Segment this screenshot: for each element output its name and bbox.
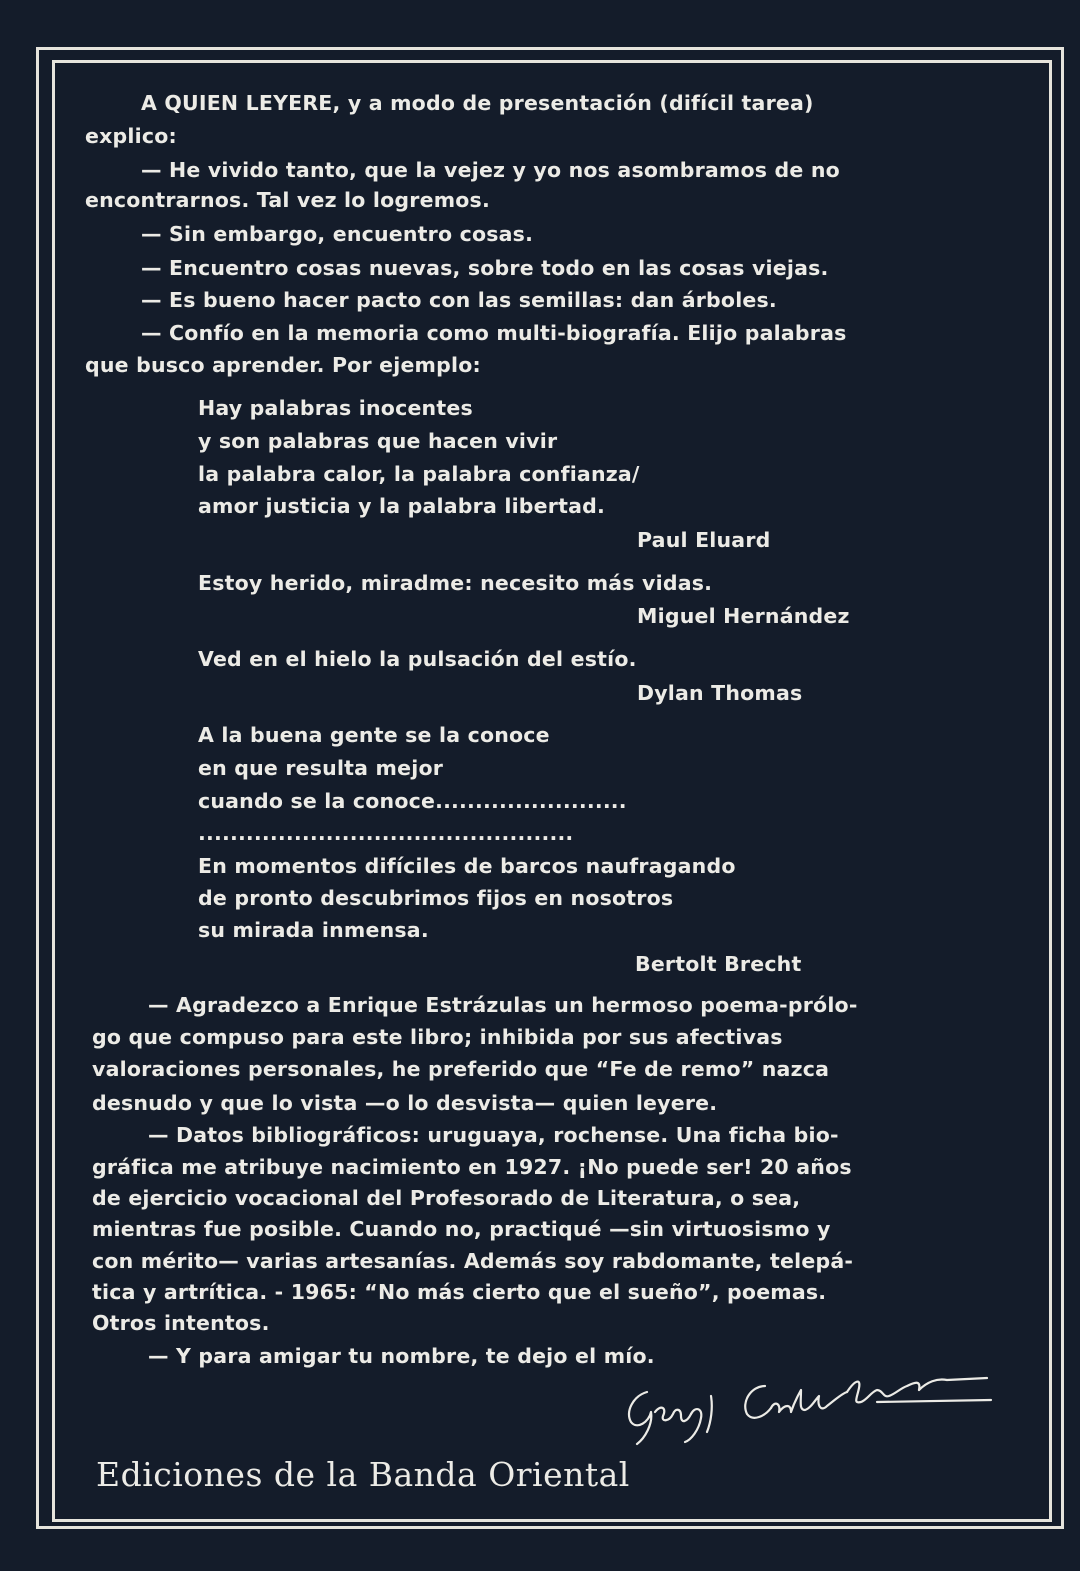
closing-line: gráfica me atribuye nacimiento en 1927. ¡No puede ser! 20 años [92, 1155, 852, 1179]
closing-line: Otros intentos. [92, 1311, 270, 1335]
quote-author: Miguel Hernández [637, 604, 850, 628]
closing-line: — Y para amigar tu nombre, te dejo el mío. [148, 1344, 655, 1368]
closing-line: valoraciones personales, he preferido que “Fe de remo” nazca [92, 1057, 830, 1081]
intro-line-1 [141, 91, 814, 115]
quote-line: la palabra calor, la palabra confianza/ [198, 462, 640, 486]
quote-line: Ved en el hielo la pulsación del estío. [198, 647, 637, 671]
closing-line: go que compuso para este libro; inhibida por sus afectivas [92, 1025, 783, 1049]
quote-line: de pronto descubrimos fijos en nosotros [198, 886, 674, 910]
closing-line: tica y artrítica. - 1965: “No más cierto que el sueño”, poemas. [92, 1280, 827, 1304]
statement-line: — Confío en la memoria como multi-biografía. Elijo palabras [141, 321, 847, 345]
intro-lead: A QUIEN LEYERE, [141, 91, 341, 115]
quote-author: Paul Eluard [637, 528, 771, 552]
quote-line: A la buena gente se la conoce [198, 723, 550, 747]
publisher-name: Ediciones de la Banda Oriental [96, 1455, 630, 1494]
statement-line: — Encuentro cosas nuevas, sobre todo en las cosas viejas. [141, 256, 829, 280]
quote-line: En momentos difíciles de barcos naufragando [198, 854, 736, 878]
quote-author: Bertolt Brecht [635, 952, 802, 976]
quote-line: amor justicia y la palabra libertad. [198, 494, 605, 518]
statement-line: que busco aprender. Por ejemplo: [85, 353, 481, 377]
quote-line: y son palabras que hacen vivir [198, 429, 558, 453]
closing-line: de ejercicio vocacional del Profesorado de Literatura, o sea, [92, 1186, 801, 1210]
quote-line: Hay palabras inocentes [198, 396, 473, 420]
intro-line-1-rest: y a modo de presentación (difícil tarea) [340, 91, 814, 115]
quote-author: Dylan Thomas [637, 681, 803, 705]
closing-line: desnudo y que lo vista —o lo desvista— quien leyere. [92, 1091, 718, 1115]
statement-line: — Sin embargo, encuentro cosas. [141, 222, 534, 246]
intro-line-2: explico: [85, 124, 177, 148]
closing-line: — Agradezco a Enrique Estrázulas un hermoso poema-prólo- [148, 993, 858, 1017]
quote-line: cuando se la conoce........................ [198, 789, 627, 813]
quote-line: Estoy herido, miradme: necesito más vidas. [198, 571, 713, 595]
quote-line: en que resulta mejor [198, 756, 444, 780]
statement-line: encontrarnos. Tal vez lo logremos. [85, 188, 490, 212]
quote-line: ............................................... [198, 821, 574, 845]
closing-line: — Datos bibliográficos: uruguaya, rochense. Una ficha bio- [148, 1123, 839, 1147]
signature [615, 1352, 995, 1452]
statement-line: — He vivido tanto, que la vejez y yo nos asombramos de no [141, 158, 840, 182]
closing-line: mientras fue posible. Cuando no, practiqué —sin virtuosismo y [92, 1217, 831, 1241]
quote-line: su mirada inmensa. [198, 918, 429, 942]
closing-line: con mérito— varias artesanías. Además soy rabdomante, telepá- [92, 1249, 854, 1273]
statement-line: — Es bueno hacer pacto con las semillas: dan árboles. [141, 288, 777, 312]
